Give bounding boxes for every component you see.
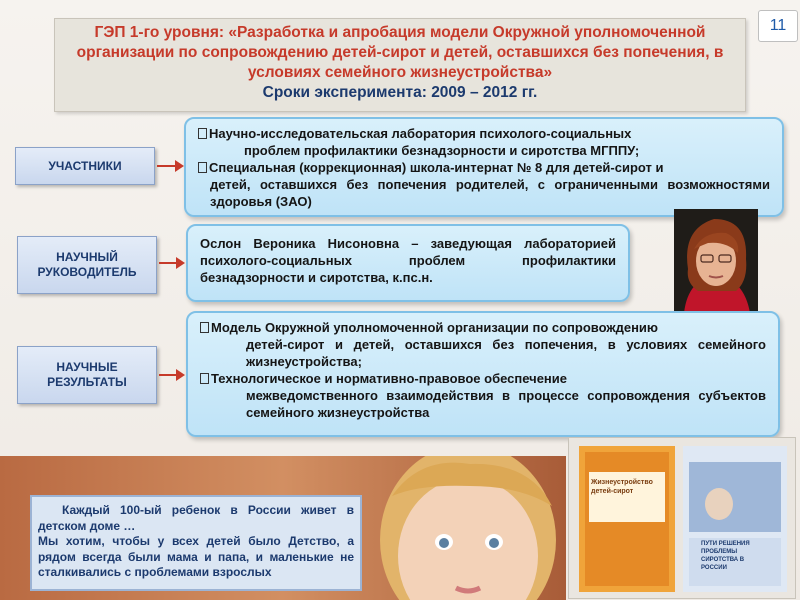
results-card xyxy=(186,311,780,437)
result-item: Модель Окружной уполномоченной организации по сопровождению xyxy=(200,319,766,336)
arrow-participants xyxy=(157,165,182,167)
book1-title: Жизнеустройство детей-сирот xyxy=(591,479,653,495)
supervisor-text: Ослон Вероника Нисоновна – заведующая лабораторией психолого-социальных проблем профилактики безнадзорности и сиротства, к.пс.н. xyxy=(200,236,616,285)
label-results: НАУЧНЫЕ РЕЗУЛЬТАТЫ xyxy=(17,346,157,404)
checkbox-bullet-icon xyxy=(200,373,209,384)
book2-title: ПУТИ РЕШЕНИЯ ПРОБЛЕМЫ СИРОТСТВА В РОССИИ xyxy=(701,541,750,571)
result-item-cont: межведомственного взаимодействия в процессе сопровождения субъектов семейного жизнеустройства xyxy=(246,388,766,420)
label-participants: УЧАСТНИКИ xyxy=(15,147,155,185)
title-box xyxy=(54,18,746,112)
arrow-supervisor xyxy=(159,262,183,264)
quote-paragraph-1: Каждый 100-ый ребенок в России живет в детском доме … xyxy=(38,503,354,533)
checkbox-bullet-icon xyxy=(200,322,209,333)
quote-paragraph-2: Мы хотим, чтобы у всех детей было Детство, а рядом всегда были мама и папа, и маленькие не сталкивались с проблемами взрослых xyxy=(38,534,354,579)
arrow-results xyxy=(159,374,183,376)
supervisor-photo xyxy=(674,209,758,313)
label-supervisor: НАУЧНЫЙ РУКОВОДИТЕЛЬ xyxy=(17,236,157,294)
experiment-period: Сроки эксперимента: 2009 – 2012 гг. xyxy=(262,84,538,101)
checkbox-bullet-icon xyxy=(198,162,207,173)
books-image xyxy=(568,437,796,599)
result-item: Технологическое и нормативно-правовое обеспечение xyxy=(200,370,766,387)
result-item-cont: детей-сирот и детей, оставшихся без попечения, в условиях семейного жизнеустройства; xyxy=(246,337,766,369)
supervisor-card xyxy=(186,224,630,302)
checkbox-bullet-icon xyxy=(198,128,207,139)
participants-card xyxy=(184,117,784,217)
participant-item-cont: детей, оставшихся без попечения родителей, с ограниченными возможностями здоровья (ЗАО) xyxy=(210,177,770,209)
slide-number: 11 xyxy=(758,10,798,42)
participant-item: Специальная (коррекционная) школа-интернат № 8 для детей-сирот и xyxy=(198,159,770,176)
slide-title: ГЭП 1-го уровня: «Разработка и апробация модели Окружной уполномоченной организации по сопровождению детей-сирот и детей, оставшихся без попечения, в условиях семейного жизнеустройства» xyxy=(76,24,724,81)
quote-box xyxy=(30,495,362,591)
participant-item-cont: проблем профилактики безнадзорности и сиротства МГППУ; xyxy=(244,143,640,158)
participant-item: Научно-исследовательская лаборатория психолого-социальных xyxy=(198,125,770,142)
